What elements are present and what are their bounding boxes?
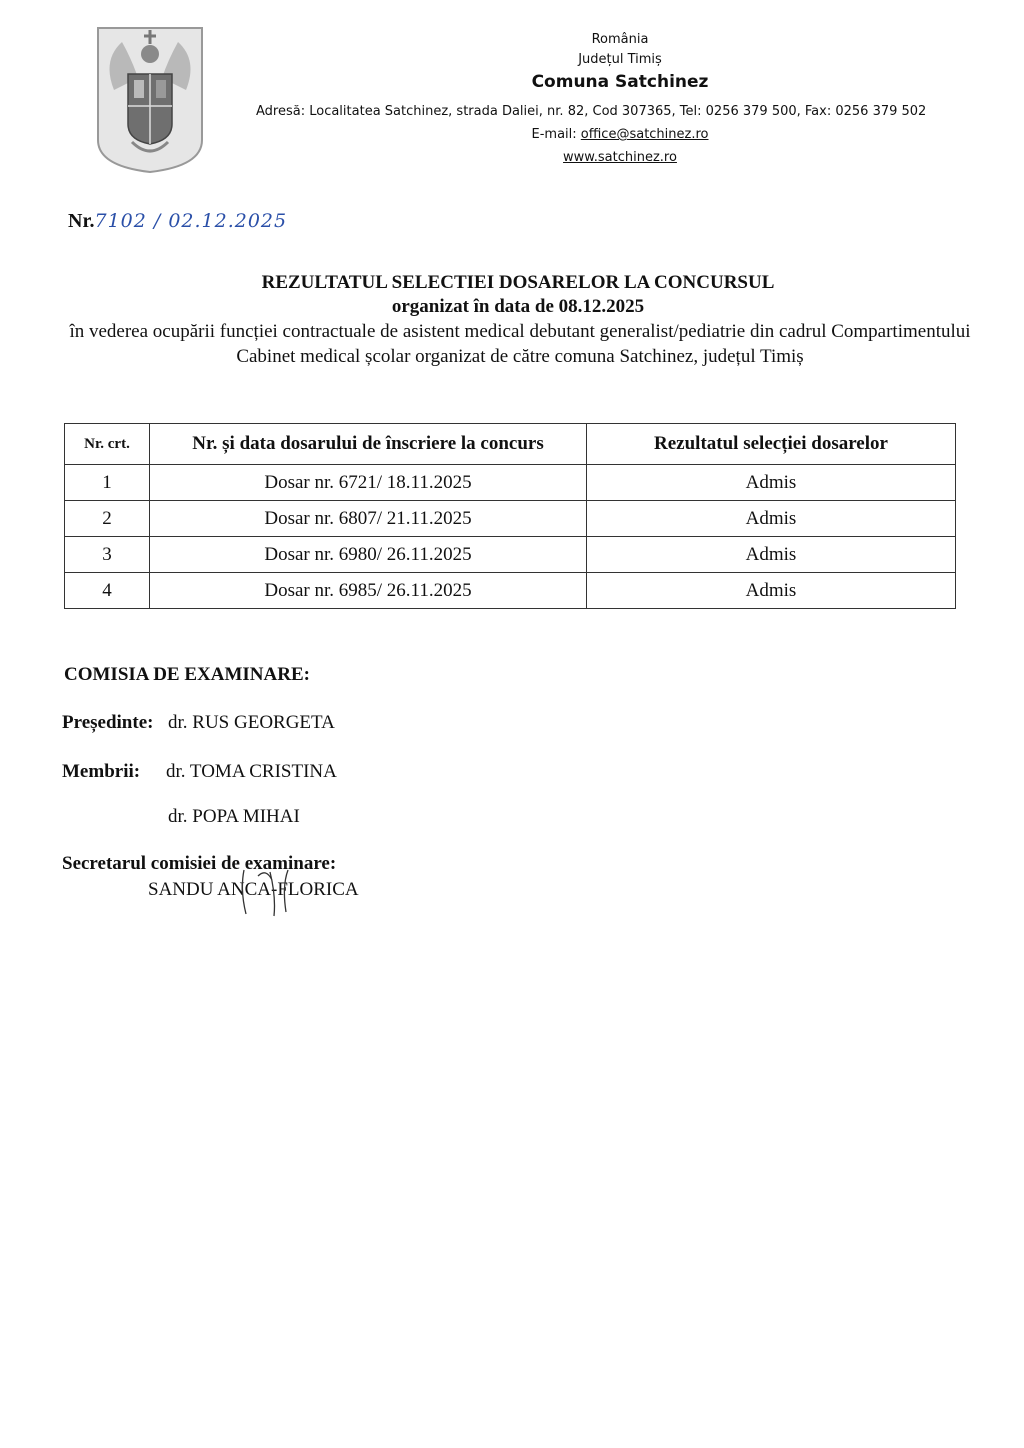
table-row xyxy=(65,537,956,573)
header-country: România xyxy=(591,32,649,47)
document-subtitle: organizat în data de 08.12.2025 xyxy=(391,296,645,317)
secretary-label: Secretarul comisiei de examinare: xyxy=(62,853,337,874)
header-address: Adresă: Localitatea Satchinez, strada Daliei, nr. 82, Cod 307365, Tel: 0256 379 500, Fax: 0256 379 502 xyxy=(256,104,927,119)
cell-result: Admis xyxy=(587,573,956,609)
cell-result: Admis xyxy=(587,537,956,573)
document-description: în vederea ocupării funcției contractuale de asistent medical debutant generalist/pediatrie din cadrul Compartimentului Cabinet medical școlar organizat de către comuna Satchinez, județul Timiș xyxy=(69,321,971,367)
header-commune: Comuna Satchinez xyxy=(531,72,709,92)
column-header-nr: Nr. crt. xyxy=(65,424,150,465)
cell-nr: 3 xyxy=(65,537,150,573)
email-link[interactable]: office@satchinez.ro xyxy=(580,127,709,142)
cell-nr: 4 xyxy=(65,573,150,609)
cell-dosar: Dosar nr. 6807/ 21.11.2025 xyxy=(150,501,587,537)
table-row xyxy=(65,501,956,537)
commission-title: COMISIA DE EXAMINARE: xyxy=(64,664,310,685)
cell-nr: 2 xyxy=(65,501,150,537)
table-row xyxy=(65,465,956,501)
table-header-row xyxy=(65,424,956,465)
column-header-dosar: Nr. și data dosarului de înscriere la concurs xyxy=(150,424,587,465)
column-header-result: Rezultatul selecției dosarelor xyxy=(587,424,956,465)
registration-number xyxy=(68,210,287,233)
registration-handwritten: 7102 / 02.12.2025 xyxy=(94,210,288,232)
cell-nr: 1 xyxy=(65,465,150,501)
signature-mark xyxy=(236,866,306,918)
header-website xyxy=(250,150,990,165)
header-email xyxy=(250,127,990,142)
president-label: Președinte: xyxy=(62,712,154,733)
cell-dosar: Dosar nr. 6721/ 18.11.2025 xyxy=(150,465,587,501)
member-name: dr. POPA MIHAI xyxy=(168,806,300,827)
email-label: E-mail: xyxy=(531,127,581,142)
registration-prefix: Nr. xyxy=(68,210,95,232)
cell-dosar: Dosar nr. 6980/ 26.11.2025 xyxy=(150,537,587,573)
cell-result: Admis xyxy=(587,465,956,501)
document-title: REZULTATUL SELECTIEI DOSARELOR LA CONCURSUL xyxy=(261,272,775,293)
table-row xyxy=(65,573,956,609)
president-name: dr. RUS GEORGETA xyxy=(168,712,335,733)
results-table xyxy=(64,423,956,609)
header-county: Județul Timiș xyxy=(578,52,662,67)
cell-result: Admis xyxy=(587,501,956,537)
coat-of-arms-icon xyxy=(92,20,208,174)
member-name: dr. TOMA CRISTINA xyxy=(166,761,337,782)
members-label: Membrii: xyxy=(62,761,141,782)
secretary-name: SANDU ANCA-FLORICA xyxy=(148,879,359,900)
cell-dosar: Dosar nr. 6985/ 26.11.2025 xyxy=(150,573,587,609)
website-link[interactable]: www.satchinez.ro xyxy=(563,150,677,165)
